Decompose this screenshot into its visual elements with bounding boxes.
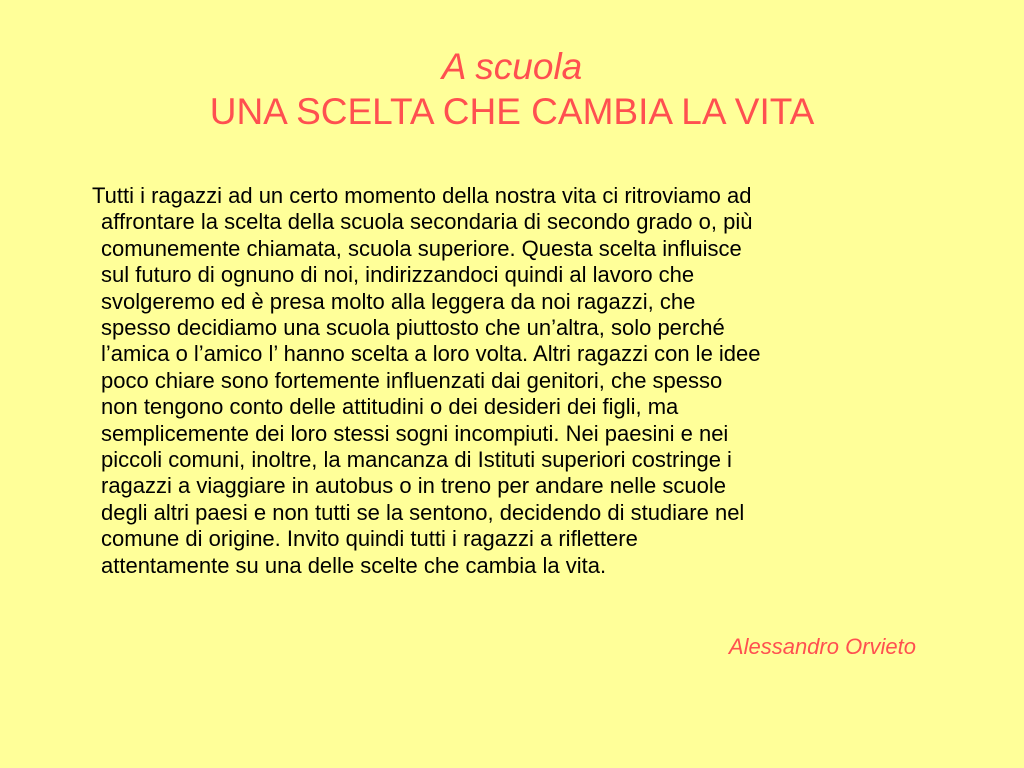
slide-title — [0, 44, 1024, 134]
author-signature: Alessandro Orvieto — [728, 634, 916, 659]
title-line-caps: UNA SCELTA CHE CAMBIA LA VITA — [209, 91, 815, 132]
body-paragraph: Tutti i ragazzi ad un certo momento della nostra vita ci ritroviamo ad affrontare la scelta della scuola secondaria di secondo grado o, più comunemente chiamata, scuola superiore. Questa scelta influisce sul futuro di ognuno di noi, indirizzandoci quindi al lavoro che svolgeremo ed è presa molto alla leggera da noi ragazzi, che spesso decidiamo una scuola piuttosto che un’altra, solo perché l’amica o l’amico l’ hanno scelta a loro volta. Altri ragazzi con le idee poco chiare sono fortemente influenzati dai genitori, che spesso non tengono conto delle attitudini o dei desideri dei figli, ma semplicemente dei loro stessi sogni incompiuti. Nei paesini e nei piccoli comuni, inoltre, la mancanza di Istituti superiori costringe i ragazzi a viaggiare in autobus o in treno per andare nelle scuole degli altri paesi e non tutti se la sentono, decidendo di studiare nel comune di origine. Invito quindi tutti i ragazzi a riflettere attentamente su una delle scelte che cambia la vita. — [92, 183, 761, 578]
title-line-italic: A scuola — [441, 46, 583, 87]
